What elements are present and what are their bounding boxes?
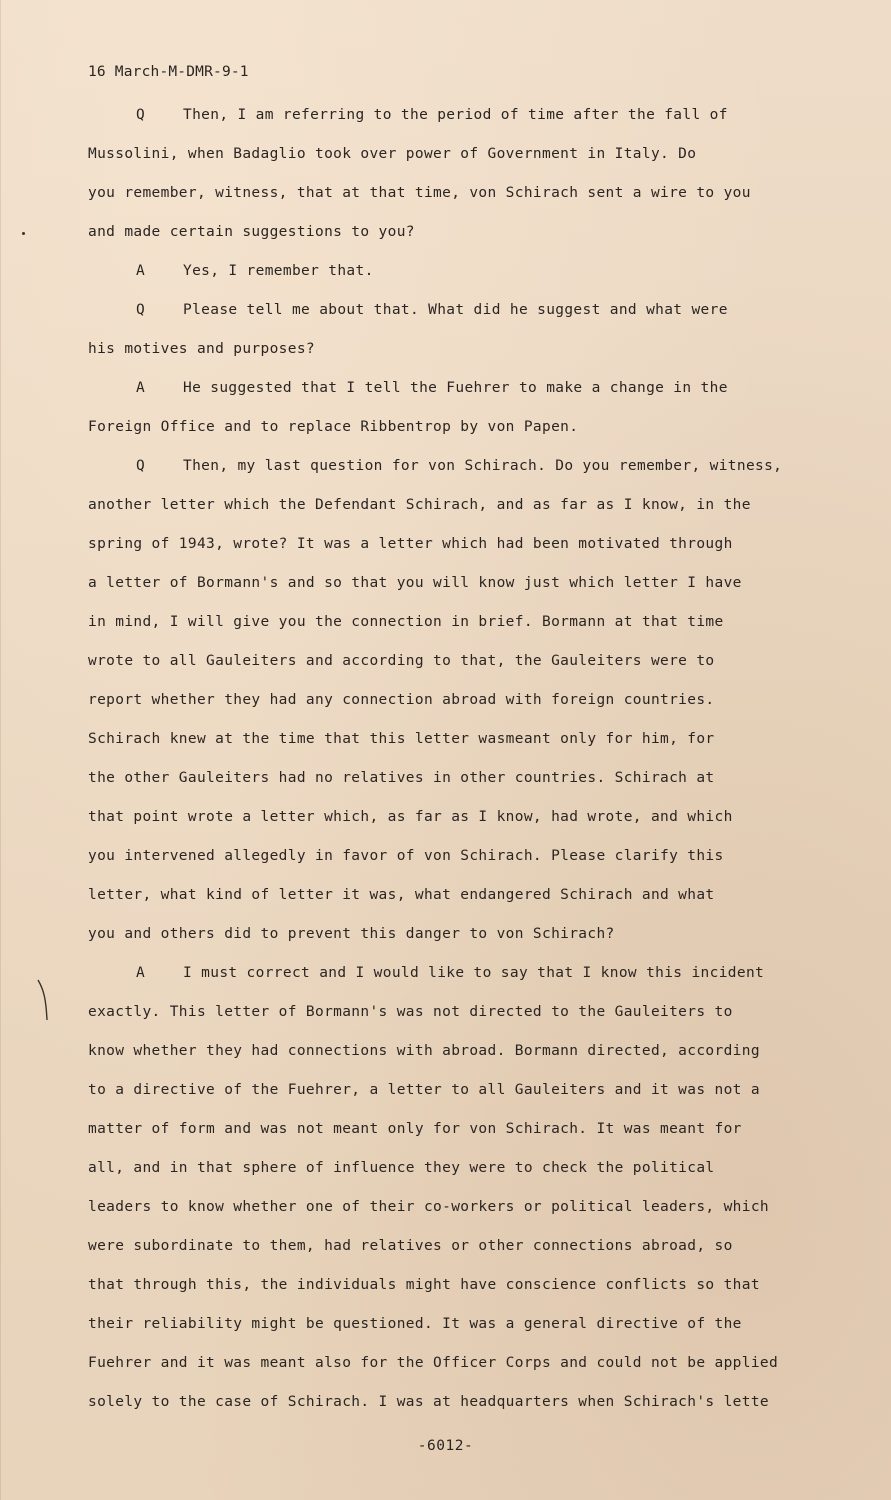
transcript-line [88,570,848,609]
line-text: He suggested that I tell the Fuehrer to make a change in the [183,380,728,396]
line-text: Then, I am referring to the period of time after the fall of [183,107,728,123]
line-text: all, and in that sphere of influence they were to check the political [88,1160,715,1176]
line-text: you and others did to prevent this danger to von Schirach? [88,926,615,942]
transcript-line [88,1155,848,1194]
line-text: report whether they had any connection abroad with foreign countries. [88,692,715,708]
line-text: Foreign Office and to replace Ribbentrop by von Papen. [88,419,579,435]
line-text: you remember, witness, that at that time, von Schirach sent a wire to you [88,185,751,201]
speaker-marker: Q [136,302,146,318]
transcript-line [88,375,848,414]
transcript-line [88,1389,848,1428]
transcript-line [88,414,848,453]
transcript-line [88,1311,848,1350]
transcript-line [88,726,848,765]
line-text: I must correct and I would like to say that I know this incident [183,965,765,981]
transcript-line [88,843,848,882]
transcript-line [88,1077,848,1116]
speaker-marker: Q [136,458,146,474]
transcript-body [88,102,848,1428]
transcript-line [88,1272,848,1311]
speaker-marker: A [136,263,146,279]
transcript-line [88,141,848,180]
transcript-line [88,453,848,492]
transcript-line [88,609,848,648]
transcript-line [88,492,848,531]
transcript-line [88,765,848,804]
line-text: were subordinate to them, had relatives or other connections abroad, so [88,1238,733,1254]
transcript-line [88,1233,848,1272]
transcript-line [88,258,848,297]
speaker-marker: Q [136,107,146,123]
line-text: another letter which the Defendant Schirach, and as far as I know, in the [88,497,751,513]
line-text: and made certain suggestions to you? [88,224,415,240]
line-text: a letter of Bormann's and so that you will know just which letter I have [88,575,742,591]
transcript-line [88,1194,848,1233]
line-text: the other Gauleiters had no relatives in other countries. Schirach at [88,770,715,786]
transcript-line [88,102,848,141]
line-text: their reliability might be questioned. It was a general directive of the [88,1316,742,1332]
line-text: Please tell me about that. What did he suggest and what were [183,302,728,318]
line-text: Mussolini, when Badaglio took over power of Government in Italy. Do [88,146,697,162]
transcript-line [88,180,848,219]
transcript-line [88,297,848,336]
line-text: in mind, I will give you the connection in brief. Bormann at that time [88,614,724,630]
line-text: wrote to all Gauleiters and according to that, the Gauleiters were to [88,653,715,669]
line-text: solely to the case of Schirach. I was at headquarters when Schirach's lette [88,1394,769,1410]
line-text: Yes, I remember that. [183,263,374,279]
line-text: know whether they had connections with abroad. Bormann directed, according [88,1043,760,1059]
line-text: you intervened allegedly in favor of von Schirach. Please clarify this [88,848,724,864]
transcript-line [88,1038,848,1077]
page-number: -6012- [417,1438,474,1454]
paper-edge [0,0,1,1500]
transcript-line [88,1350,848,1389]
line-text: exactly. This letter of Bormann's was not directed to the Gauleiters to [88,1004,733,1020]
transcript-line [88,921,848,960]
margin-dot [22,232,25,235]
transcript-line [88,999,848,1038]
transcript-line [88,336,848,375]
document-header: 16 March-M-DMR-9-1 [88,64,249,80]
line-text: matter of form and was not meant only for von Schirach. It was meant for [88,1121,742,1137]
transcript-line [88,882,848,921]
transcript-line [88,219,848,258]
line-text: Then, my last question for von Schirach. Do you remember, witness, [183,458,783,474]
transcript-line [88,648,848,687]
line-text: letter, what kind of letter it was, what endangered Schirach and what [88,887,715,903]
transcript-line [88,531,848,570]
line-text: that through this, the individuals might have conscience conflicts so that [88,1277,760,1293]
line-text: Fuehrer and it was meant also for the Officer Corps and could not be applied [88,1355,779,1371]
line-text: Schirach knew at the time that this letter wasmeant only for him, for [88,731,715,747]
transcript-line [88,960,848,999]
transcript-line [88,687,848,726]
line-text: his motives and purposes? [88,341,315,357]
speaker-marker: A [136,380,146,396]
transcript-line [88,804,848,843]
transcript-line [88,1116,848,1155]
line-text: leaders to know whether one of their co-workers or political leaders, which [88,1199,769,1215]
margin-pencil-mark [36,978,50,1022]
line-text: that point wrote a letter which, as far as I know, had wrote, and which [88,809,733,825]
line-text: spring of 1943, wrote? It was a letter which had been motivated through [88,536,733,552]
line-text: to a directive of the Fuehrer, a letter to all Gauleiters and it was not a [88,1082,760,1098]
speaker-marker: A [136,965,146,981]
